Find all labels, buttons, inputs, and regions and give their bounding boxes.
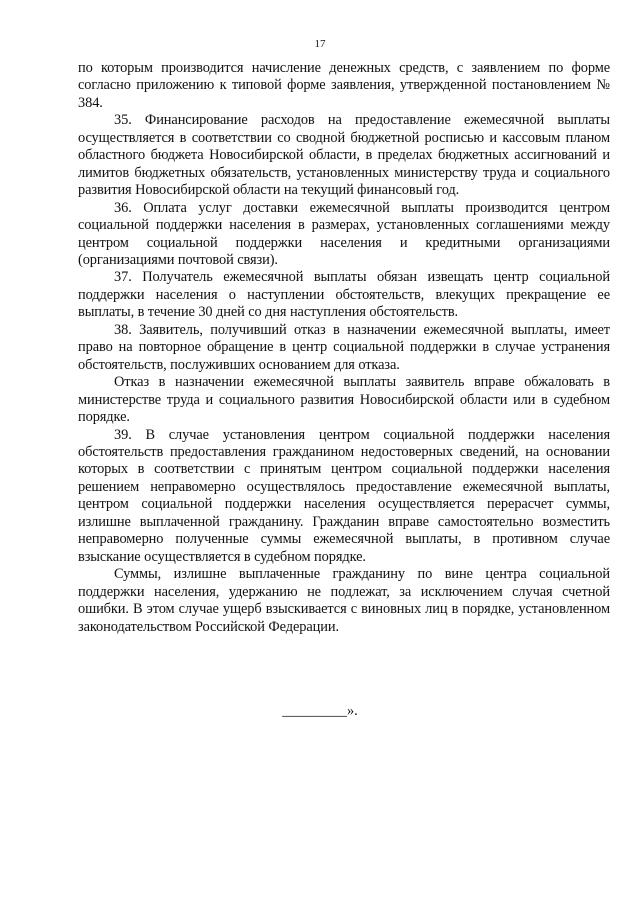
paragraph-38-appeal: Отказ в назначении ежемесячной выплаты заявитель вправе обжаловать в министерстве труда и социального развития Новосибирской области или в судебном порядке. xyxy=(78,374,610,426)
page-number: 17 xyxy=(314,38,326,50)
paragraph-38: 38. Заявитель, получивший отказ в назначении ежемесячной выплаты, имеет право на повторное обращение в центр социальной поддержки в случае устранения обстоятельств, послуживших основанием для отказа. xyxy=(78,321,610,373)
document-body xyxy=(78,60,610,636)
closing-mark: _________». xyxy=(282,703,358,719)
paragraph-35: 35. Финансирование расходов на предоставление ежемесячной выплаты осуществляется в соответствии со сводной бюджетной росписью и кассовым планом областного бюджета Новосибирской области, в пределах бюджетных ассигнований и лимитов бюджетных обязательств, установленных министерству труда и социального развития Новосибирской области на текущий финансовый год. xyxy=(78,112,610,199)
paragraph-36: 36. Оплата услуг доставки ежемесячной выплаты производится центром социальной поддержки населения в размерах, установленных соглашениями между центром социальной поддержки населения и кредитными организациями (организациями почтовой связи). xyxy=(78,199,610,268)
paragraph-39-overpayment: Суммы, излишне выплаченные гражданину по вине центра социальной поддержки населения, удержанию не подлежат, за исключением случая счетной ошибки. В этом случае ущерб взыскивается с виновных лиц в порядке, установленном законодательством Российской Федерации. xyxy=(78,566,610,635)
paragraph-39: 39. В случае установления центром социальной поддержки населения обстоятельств предоставления гражданином недостоверных сведений, на основании которых в соответствии с принятым центром социальной поддержки населения решением неправомерно осуществлялось предоставление ежемесячной выплаты, центром социальной поддержки населения осуществляется перерасчет суммы, излишне выплаченной гражданину. Гражданин вправе самостоятельно возместить неправомерно полученные суммы ежемесячной выплаты, в противном случае взыскание осуществляется в судебном порядке. xyxy=(78,426,610,565)
paragraph-continuation: по которым производится начисление денежных средств, с заявлением по форме согласно приложению к типовой форме заявления, утвержденной постановлением № 384. xyxy=(78,60,610,111)
paragraph-37: 37. Получатель ежемесячной выплаты обязан извещать центр социальной поддержки населения о наступлении обстоятельств, влекущих прекращение ее выплаты, в течение 30 дней со дня наступления обстоятельств. xyxy=(78,269,610,321)
